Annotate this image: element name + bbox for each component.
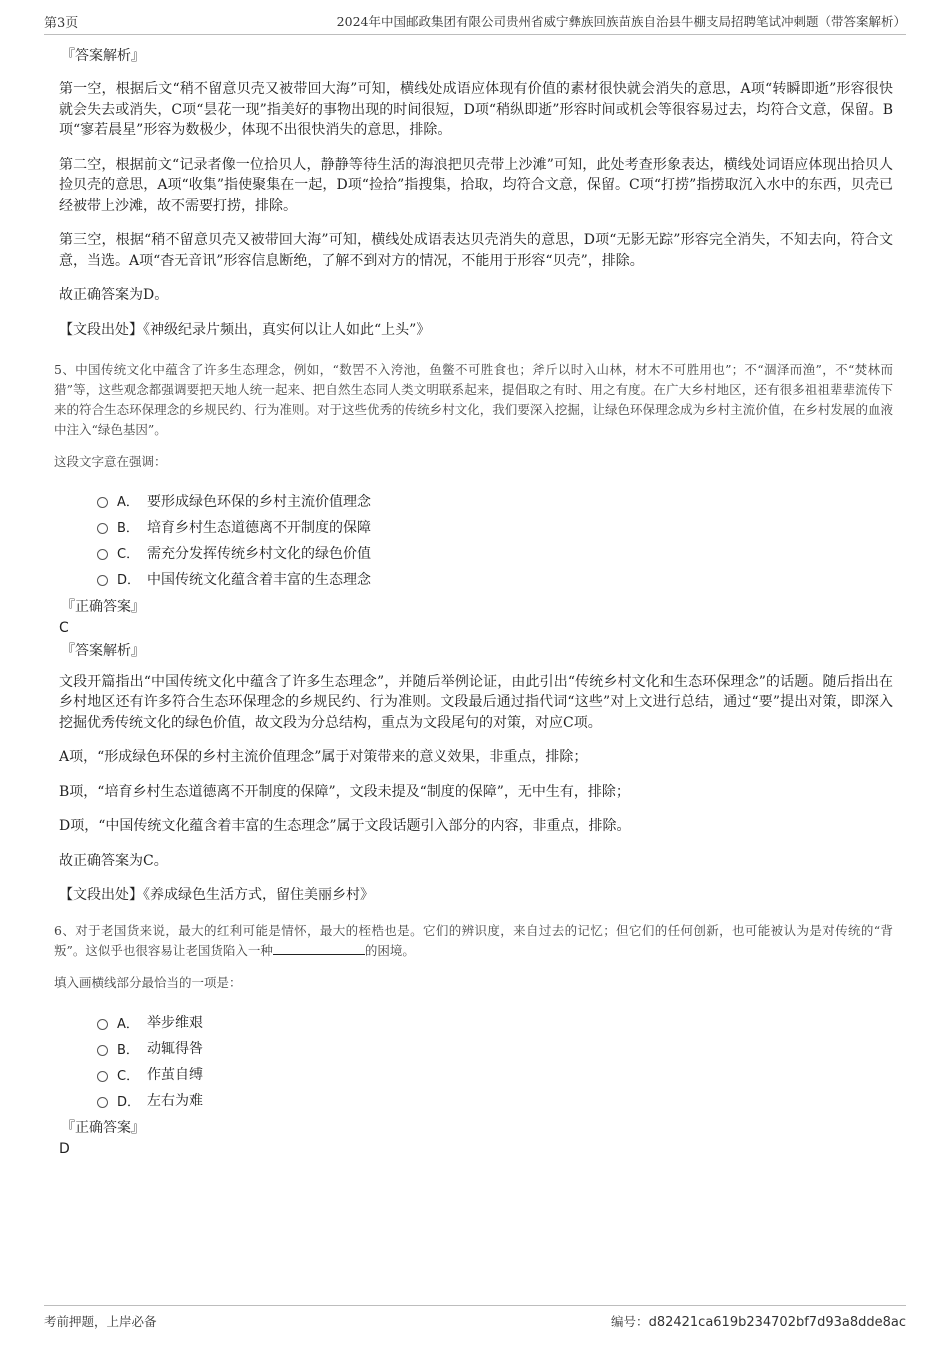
option-letter: C． xyxy=(117,547,140,562)
correct-answer-tag: 『正确答案』 xyxy=(61,1120,145,1136)
code-value: d82421ca619b234702bf7d93a8dde8ac xyxy=(648,1315,906,1330)
option-c[interactable] xyxy=(97,540,893,566)
option-text: 需充分发挥传统乡村文化的绿色价值 xyxy=(147,545,371,562)
option-a[interactable] xyxy=(97,488,893,514)
answer-conclusion: 故正确答案为D。 xyxy=(59,287,169,303)
page-content xyxy=(54,45,893,1161)
option-letter: A． xyxy=(117,495,139,510)
page-header xyxy=(44,12,906,35)
option-b[interactable] xyxy=(97,514,893,540)
question-5-prompt: 这段文字意在强调： xyxy=(54,453,167,469)
option-d[interactable] xyxy=(97,566,893,592)
question-5-options xyxy=(97,488,893,592)
option-d[interactable] xyxy=(97,1087,893,1113)
option-letter: B． xyxy=(117,521,139,536)
document-code xyxy=(611,1312,906,1330)
option-letter: D． xyxy=(117,573,141,588)
analysis-paragraph: A项，“形成绿色环保的乡村主流价值理念”属于对策带来的意义效果，非重点，排除； xyxy=(59,749,588,765)
radio-button[interactable] xyxy=(97,523,108,534)
source-citation: 【文段出处】《神级纪录片频出，真实何以让人如此“上头”》 xyxy=(59,321,431,338)
fill-blank xyxy=(273,942,365,955)
analysis-paragraph: 文段开篇指出“中国传统文化中蕴含了许多生态理念”，并随后举例论证，由此引出“传统乡村文化和生态环保理念”的话题。随后指出在乡村地区还有许多符合生态环保理念的乡规民约、行为准则。文段最后通过指代词“这些”对上文进行总结，通过“要”提出对策，即深入挖掘优秀传统文化的绿色价值，故文段为分总结构，重点为文段尾句的对策，对应C项。 xyxy=(59,673,893,731)
question-6-text xyxy=(54,921,893,961)
option-a[interactable] xyxy=(97,1009,893,1035)
option-c[interactable] xyxy=(97,1061,893,1087)
analysis-paragraph: 第二空，根据前文“记录者像一位拾贝人，静静等待生活的海浪把贝壳带上沙滩”可知，此处考查形象表达，横线处词语应体现出拾贝人捡贝壳的意思，A项“收集”指使聚集在一起，D项“捡拾”指搜集，拾取，均符合文意，保留。C项“打捞”指捞取沉入水中的东西，贝壳已经被带上沙滩，故不需要打捞，排除。 xyxy=(59,156,893,214)
question-6-prompt: 填入画横线部分最恰当的一项是： xyxy=(54,975,242,990)
correct-answer: D xyxy=(59,1141,70,1157)
analysis-paragraph: B项，“培育乡村生态道德离不开制度的保障”，文段未提及“制度的保障”，无中生有，排除； xyxy=(59,783,630,800)
document-title: 2024年中国邮政集团有限公司贵州省威宁彝族回族苗族自治县牛棚支局招聘笔试冲刺题（带答案解析） xyxy=(336,14,906,29)
footer-slogan: 考前押题，上岸必备 xyxy=(44,1314,157,1329)
option-letter: D． xyxy=(117,1094,141,1110)
option-text: 举步维艰 xyxy=(147,1015,203,1031)
option-letter: B． xyxy=(117,1042,139,1058)
page-number: 第3页 xyxy=(44,16,79,31)
option-b[interactable] xyxy=(97,1035,893,1061)
radio-button[interactable] xyxy=(97,1097,108,1108)
option-text: 作茧自缚 xyxy=(147,1067,203,1083)
code-label: 编号： xyxy=(611,1314,649,1329)
analysis-tag: 『答案解析』 xyxy=(61,48,145,64)
option-letter: C． xyxy=(117,1068,140,1084)
analysis-tag: 『答案解析』 xyxy=(61,642,145,659)
option-text: 动辄得咎 xyxy=(147,1041,203,1057)
source-citation: 【文段出处】《养成绿色生活方式，留住美丽乡村》 xyxy=(59,887,374,903)
page-footer xyxy=(44,1305,906,1330)
radio-button[interactable] xyxy=(97,497,108,508)
option-text: 培育乡村生态道德离不开制度的保障 xyxy=(147,519,371,536)
correct-answer-tag: 『正确答案』 xyxy=(61,598,145,615)
analysis-paragraph: D项，“中国传统文化蕴含着丰富的生态理念”属于文段话题引入部分的内容，非重点，排除。 xyxy=(59,818,631,834)
radio-button[interactable] xyxy=(97,575,108,586)
question-5-text: 5、中国传统文化中蕴含了许多生态理念，例如，“数罟不入洿池，鱼鳖不可胜食也；斧斤以时入山林，材木不可胜用也”；不“涸泽而渔”，不“焚林而猎”等，这些观念都强调要把天地人统一起来、把自然生态同人类文明联系起来，提倡取之有时、用之有度。在广大乡村地区，还有很多祖祖辈辈流传下来的符合生态环保理念的乡规民约、行为准则。对于这些优秀的传统乡村文化，我们要深入挖掘，让绿色环保理念成为乡村主流价值，在乡村发展的血液中注入“绿色基因”。 xyxy=(54,361,893,437)
option-text: 中国传统文化蕴含着丰富的生态理念 xyxy=(147,571,371,588)
option-letter: A． xyxy=(117,1016,139,1032)
radio-button[interactable] xyxy=(97,1071,108,1082)
option-text: 左右为难 xyxy=(147,1093,203,1109)
question-6-text-before: 6、对于老国货来说，最大的红利可能是情怀，最大的桎梏也是。它们的辨识度，来自过去的记忆；但它们的任何创新，也可能被认为是对传统的“背叛”。这似乎也很容易让老国货陷入一种 xyxy=(54,923,893,958)
radio-button[interactable] xyxy=(97,1045,108,1056)
analysis-paragraph: 第一空，根据后文“稍不留意贝壳又被带回大海”可知，横线处成语应体现有价值的素材很快就会消失的意思，A项“转瞬即逝”形容很快就会失去或消失，C项“昙花一现”指美好的事物出现的时间很短，D项“稍纵即逝”形容时间或机会等很容易过去，均符合文意，保留。B项“寥若晨星”形容为数极少，体现不出很快消失的意思，排除。 xyxy=(59,81,893,138)
question-6-options xyxy=(97,1009,893,1113)
question-6-text-after: 的困境。 xyxy=(364,943,415,958)
option-text: 要形成绿色环保的乡村主流价值理念 xyxy=(147,493,371,510)
correct-answer: C xyxy=(59,619,69,636)
answer-conclusion: 故正确答案为C。 xyxy=(59,852,168,869)
radio-button[interactable] xyxy=(97,549,108,560)
radio-button[interactable] xyxy=(97,1019,108,1030)
analysis-paragraph: 第三空，根据“稍不留意贝壳又被带回大海”可知，横线处成语表达贝壳消失的意思，D项“无影无踪”形容完全消失，不知去向，符合文意，当选。A项“杳无音讯”形容信息断绝，了解不到对方的情况，不能用于形容“贝壳”，排除。 xyxy=(59,232,893,269)
